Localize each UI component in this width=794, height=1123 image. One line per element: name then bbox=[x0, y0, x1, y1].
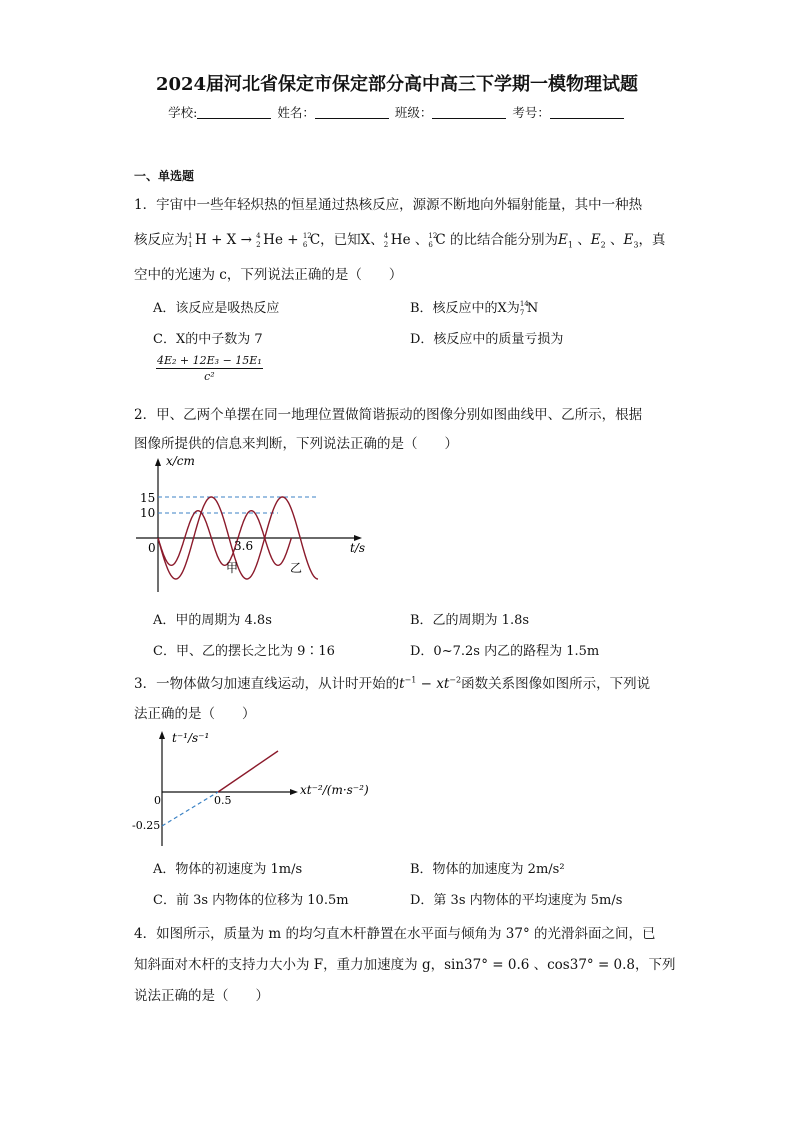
x-axis-arrow-icon bbox=[290, 789, 298, 795]
school-blank bbox=[197, 106, 271, 119]
q2-option-d: D．0~7.2s 内乙的路程为 1.5m bbox=[410, 644, 600, 659]
q3-option-c: C．前 3s 内物体的位移为 10.5m bbox=[153, 893, 349, 908]
fraction-denominator: c² bbox=[204, 370, 215, 383]
q3-line2: 法正确的是（ ） bbox=[134, 706, 256, 722]
school-label: 学校: bbox=[168, 105, 198, 120]
q4-line1: 4．如图所示，质量为 m 的均匀直木杆静置在水平面与倾角为 37° 的光滑斜面之间，已 bbox=[134, 926, 656, 942]
label-yi: 乙 bbox=[290, 561, 303, 575]
q1-option-a: A．该反应是吸热反应 bbox=[153, 301, 280, 316]
q1-line2a: 核反应为 bbox=[134, 232, 188, 248]
tick-3-6: 3.6 bbox=[234, 539, 254, 553]
class-blank bbox=[432, 106, 506, 119]
q1-mass-defect-fraction bbox=[156, 354, 263, 383]
tick-neg-0-25: -0.25 bbox=[132, 819, 161, 832]
tick-15: 15 bbox=[140, 491, 156, 505]
q1-line1: 1．宇宙中一些年轻炽热的恒星通过热核反应，源源不断地向外辐射能量，其中一种热 bbox=[134, 197, 643, 213]
graph-line bbox=[218, 751, 278, 792]
q3-option-a: A．物体的初速度为 1m/s bbox=[153, 862, 303, 877]
q2-line2: 图像所提供的信息来判断，下列说法正确的是（ ） bbox=[134, 436, 458, 452]
q1-option-c: C．X的中子数为 7 bbox=[153, 332, 263, 347]
id-blank bbox=[550, 106, 624, 119]
q1-line2b: ，已知X、 bbox=[320, 232, 384, 248]
q2-oscillation-figure bbox=[128, 452, 378, 600]
q1-line2d: ，真 bbox=[638, 232, 666, 248]
x-axis-label: xt⁻²/(m·s⁻²) bbox=[300, 783, 369, 797]
class-label: 班级： bbox=[394, 105, 433, 120]
q1-line2c: 的比结合能分别为 bbox=[449, 232, 558, 248]
tick-10: 10 bbox=[140, 506, 156, 520]
q2-option-a: A．甲的周期为 4.8s bbox=[153, 613, 272, 628]
q1-line2: 核反应为 1 1 H + X → 4 2 He + 12 6 C，已知X、 4 2 He 、 12 6 C 的比结合能分别为$E_1$ 、$E_2$ 、$E_3$，真 bbox=[134, 231, 666, 250]
q3-function-graph bbox=[128, 722, 388, 850]
q2-line1: 2．甲、乙两个单摆在同一地理位置做简谐振动的图像分别如图曲线甲、乙所示，根据 bbox=[134, 407, 643, 423]
tick-0-5: 0.5 bbox=[214, 794, 232, 807]
q3-option-d: D．第 3s 内物体的平均速度为 5m/s bbox=[410, 893, 623, 908]
q4-line2: 知斜面对木杆的支持力大小为 F，重力加速度为 g，sin37° = 0.6 、cos37° = 0.8，下列 bbox=[134, 957, 676, 973]
y-axis-arrow-icon bbox=[159, 731, 165, 739]
x-axis-label: t/s bbox=[350, 541, 366, 555]
q1-option-b: B．核反应中的X为 14 7 N bbox=[410, 299, 539, 317]
fraction-numerator: 4E₂ + 12E₃ − 15E₁ bbox=[157, 354, 262, 367]
tick-origin: 0 bbox=[154, 794, 161, 807]
name-label: 姓名： bbox=[277, 105, 315, 120]
y-axis-arrow-icon bbox=[155, 458, 161, 466]
q1-option-d: D．核反应中的质量亏损为 bbox=[410, 332, 564, 347]
page-title: 2024届河北省保定市保定部分高中高三下学期一模物理试题 bbox=[155, 74, 639, 95]
q3-option-b: B．物体的加速度为 2m/s² bbox=[410, 862, 565, 877]
label-jia: 甲 bbox=[226, 561, 239, 575]
y-axis-label: x/cm bbox=[166, 454, 195, 468]
q2-option-b: B．乙的周期为 1.8s bbox=[410, 613, 530, 628]
section-heading: 一、单选题 bbox=[134, 169, 195, 183]
q4-line3: 说法正确的是（ ） bbox=[134, 988, 269, 1004]
q1-line3: 空中的光速为 c，下列说法正确的是（ ） bbox=[134, 267, 403, 283]
tick-origin: 0 bbox=[148, 541, 156, 555]
id-label: 考号： bbox=[512, 105, 550, 120]
y-axis-label: t⁻¹/s⁻¹ bbox=[172, 731, 210, 745]
name-blank bbox=[315, 106, 389, 119]
q3-line1: 3．一物体做匀加速直线运动，从计时开始的$t^{-1} - xt^{-2}$函数关系图像如图所示，下列说 bbox=[134, 675, 651, 692]
student-info-line bbox=[0, 103, 794, 121]
dashed-extension bbox=[162, 792, 218, 826]
q2-option-c: C．甲、乙的摆长之比为 9∶16 bbox=[153, 644, 335, 659]
